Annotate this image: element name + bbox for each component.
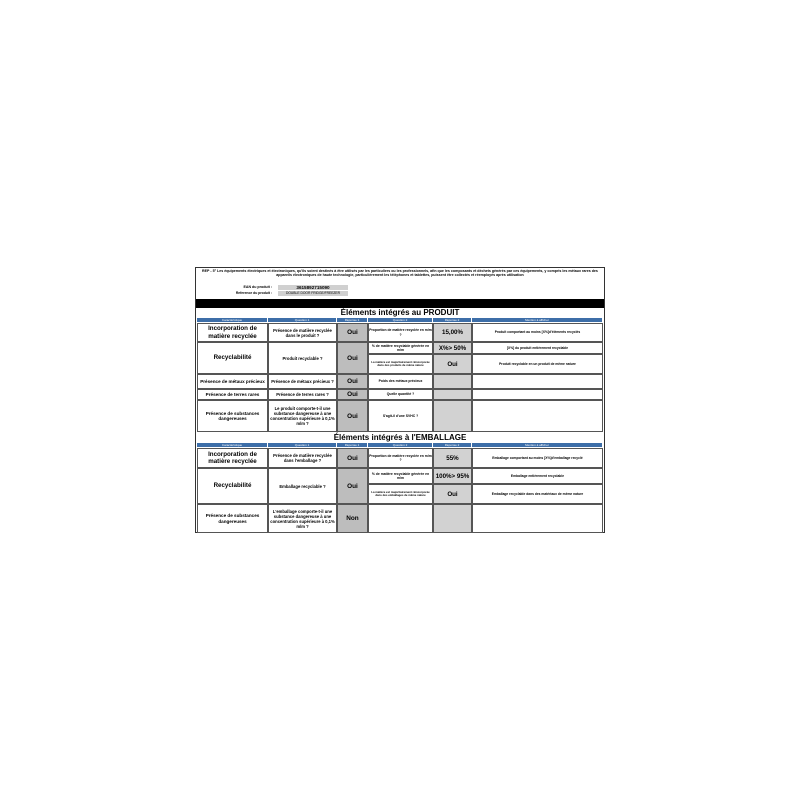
intro-text: REP - 5° Les équipements électriques et électroniques, qu'ils soient destinés à être utilisés par les particuliers ou les professionnels, afin que les composants et déchets générés par ces équipements, y compris les métaux rares des appareils électroniques de haute technologie, particulièrement les téléphones et tablettes, puissent être collectés et réemployés après utilisation: [202, 269, 598, 278]
product-row-precious-metals-question1: Présence de métaux précieux ?: [268, 374, 337, 389]
packaging-row-recycled-mention: Emballage comportant au moins [X%]d'emballage recyclé: [472, 448, 603, 468]
product-row-precious-metals-characteristic: Présence de métaux précieux: [197, 374, 268, 389]
product-row-dangerous-question2: S'agit-il d'une SVHC ?: [368, 400, 433, 432]
reference-label: Reference du produit :: [235, 291, 272, 295]
product-row-dangerous-characteristic: Présence de substances dangereuses: [197, 400, 268, 432]
packaging-row-dangerous-characteristic: Présence de substances dangereuses: [197, 504, 268, 533]
product-row-recycled-characteristic: Incorporation de matière recyclée: [197, 323, 268, 342]
black-bar: [196, 299, 604, 308]
ean-row: [198, 285, 602, 290]
product-row-recyclability-characteristic: Recyclabilité: [197, 342, 268, 374]
packaging-header-question2: Question 2: [368, 443, 432, 447]
reference-row: [198, 291, 602, 296]
product-row-recyclability-answer2: X%> 50%: [433, 342, 472, 354]
product-row-rare-earths-answer1: Oui: [337, 389, 368, 400]
packaging-row-recycled-question2: Proportion de matière recyclée en m/m ?: [368, 448, 433, 468]
packaging-header-question1: Question 1: [268, 443, 336, 447]
packaging-section-title: Éléments intégrés à l'EMBALLAGE: [333, 433, 467, 442]
packaging-row-dangerous-question2: [368, 504, 433, 533]
product-row-recyclability-answer1: Oui: [337, 342, 368, 374]
product-row-recyclability-question2: % de matière recyclable générée en m/m: [368, 342, 433, 354]
product-header-characteristic: Caractéristique: [197, 318, 267, 322]
packaging-row-recyclability-question2: % de matière recyclable générée en m/m: [368, 468, 433, 484]
packaging-row-recycled-question1: Présence de matière recyclée dans l'emballage ?: [268, 448, 337, 468]
product-row-recycled-answer2: 15,00%: [433, 323, 472, 342]
packaging-header-answer1: Réponse 1: [337, 443, 367, 447]
product-row-recycled-answer1: Oui: [337, 323, 368, 342]
product-row-precious-metals-question2: Poids des métaux précieux: [368, 374, 433, 389]
packaging-header-answer2: Réponse 2: [433, 443, 471, 447]
packaging-row-recycled-characteristic: Incorporation de matière recyclée: [197, 448, 268, 468]
reference-value: DOUBLE DOOR FRIDGE/FREEZER: [278, 291, 348, 296]
product-header-mention: Mention à afficher: [472, 318, 602, 322]
product-header-answer1: Réponse 1: [337, 318, 367, 322]
product-row-recyclability-question1: Produit recyclable ?: [268, 342, 337, 374]
product-header-question2: Question 2: [368, 318, 432, 322]
product-header-answer2: Réponse 2: [433, 318, 471, 322]
packaging-row-dangerous-mention: [472, 504, 603, 533]
packaging-row-dangerous-answer1: Non: [337, 504, 368, 533]
packaging-row-dangerous-question1: L'emballage comporte-t-il une substance dangereuse à une concentration supérieure à 0,1% m/m ?: [268, 504, 337, 533]
product-row-precious-metals-mention: [472, 374, 603, 389]
product-row-precious-metals-answer2: [433, 374, 472, 389]
packaging-header-mention: Mention à afficher: [472, 443, 602, 447]
document-sheet: [195, 267, 605, 533]
ean-value: 3615892715090: [278, 285, 348, 290]
product-row-recycled-question1: Présence de matière recyclée dans le produit ?: [268, 323, 337, 342]
product-row-dangerous-answer1: Oui: [337, 400, 368, 432]
product-row-dangerous-question1: Le produit comporte-t-il une substance dangereuse à une concentration supérieure à 0,1% m/m ?: [268, 400, 337, 432]
packaging-row-dangerous-answer2: [433, 504, 472, 533]
product-row-rare-earths-question2: Quelle quantité ?: [368, 389, 433, 400]
product-row-same-nature-mention: Produit recyclable en un produit de même nature: [472, 354, 603, 374]
packaging-row-recyclability-question1: Emballage recyclable ?: [268, 468, 337, 504]
product-header-question1: Question 1: [268, 318, 336, 322]
packaging-row-same-nature-mention: Emballage recyclable dans des matériaux de même nature: [472, 484, 603, 504]
packaging-row-recycled-answer2: 55%: [433, 448, 472, 468]
packaging-header-characteristic: Caractéristique: [197, 443, 267, 447]
packaging-row-same-nature-answer2: Oui: [433, 484, 472, 504]
ean-label: EAN du produit :: [243, 285, 272, 289]
product-row-rare-earths-mention: [472, 389, 603, 400]
product-row-rare-earths-answer2: [433, 389, 472, 400]
product-row-same-nature-answer2: Oui: [433, 354, 472, 374]
packaging-row-recyclability-characteristic: Recyclabilité: [197, 468, 268, 504]
product-row-dangerous-mention: [472, 400, 603, 432]
product-row-rare-earths-characteristic: Présence de terres rares: [197, 389, 268, 400]
product-row-dangerous-answer2: [433, 400, 472, 432]
product-row-precious-metals-answer1: Oui: [337, 374, 368, 389]
product-section-title: Éléments intégrés au PRODUIT: [340, 308, 460, 317]
product-row-same-nature-question2: La matière est majoritairement réincorporée dans des produits de même nature: [368, 354, 433, 374]
packaging-row-recyclability-mention: Emballage entièrement recyclable: [472, 468, 603, 484]
packaging-row-same-nature-question2: La matière est majoritairement réincorporée dans des emballages de même nature: [368, 484, 433, 504]
product-row-recycled-question2: Proportion de matière recyclée en m/m ?: [368, 323, 433, 342]
product-row-recycled-mention: Produit comportant au moins [X%]d'éléments recyclés: [472, 323, 603, 342]
packaging-row-recyclability-answer2: 100%> 95%: [433, 468, 472, 484]
product-row-recyclability-mention: [X%] du produit entièrement recyclable: [472, 342, 603, 354]
packaging-row-recycled-answer1: Oui: [337, 448, 368, 468]
packaging-row-recyclability-answer1: Oui: [337, 468, 368, 504]
product-row-rare-earths-question1: Présence de terres rares ?: [268, 389, 337, 400]
